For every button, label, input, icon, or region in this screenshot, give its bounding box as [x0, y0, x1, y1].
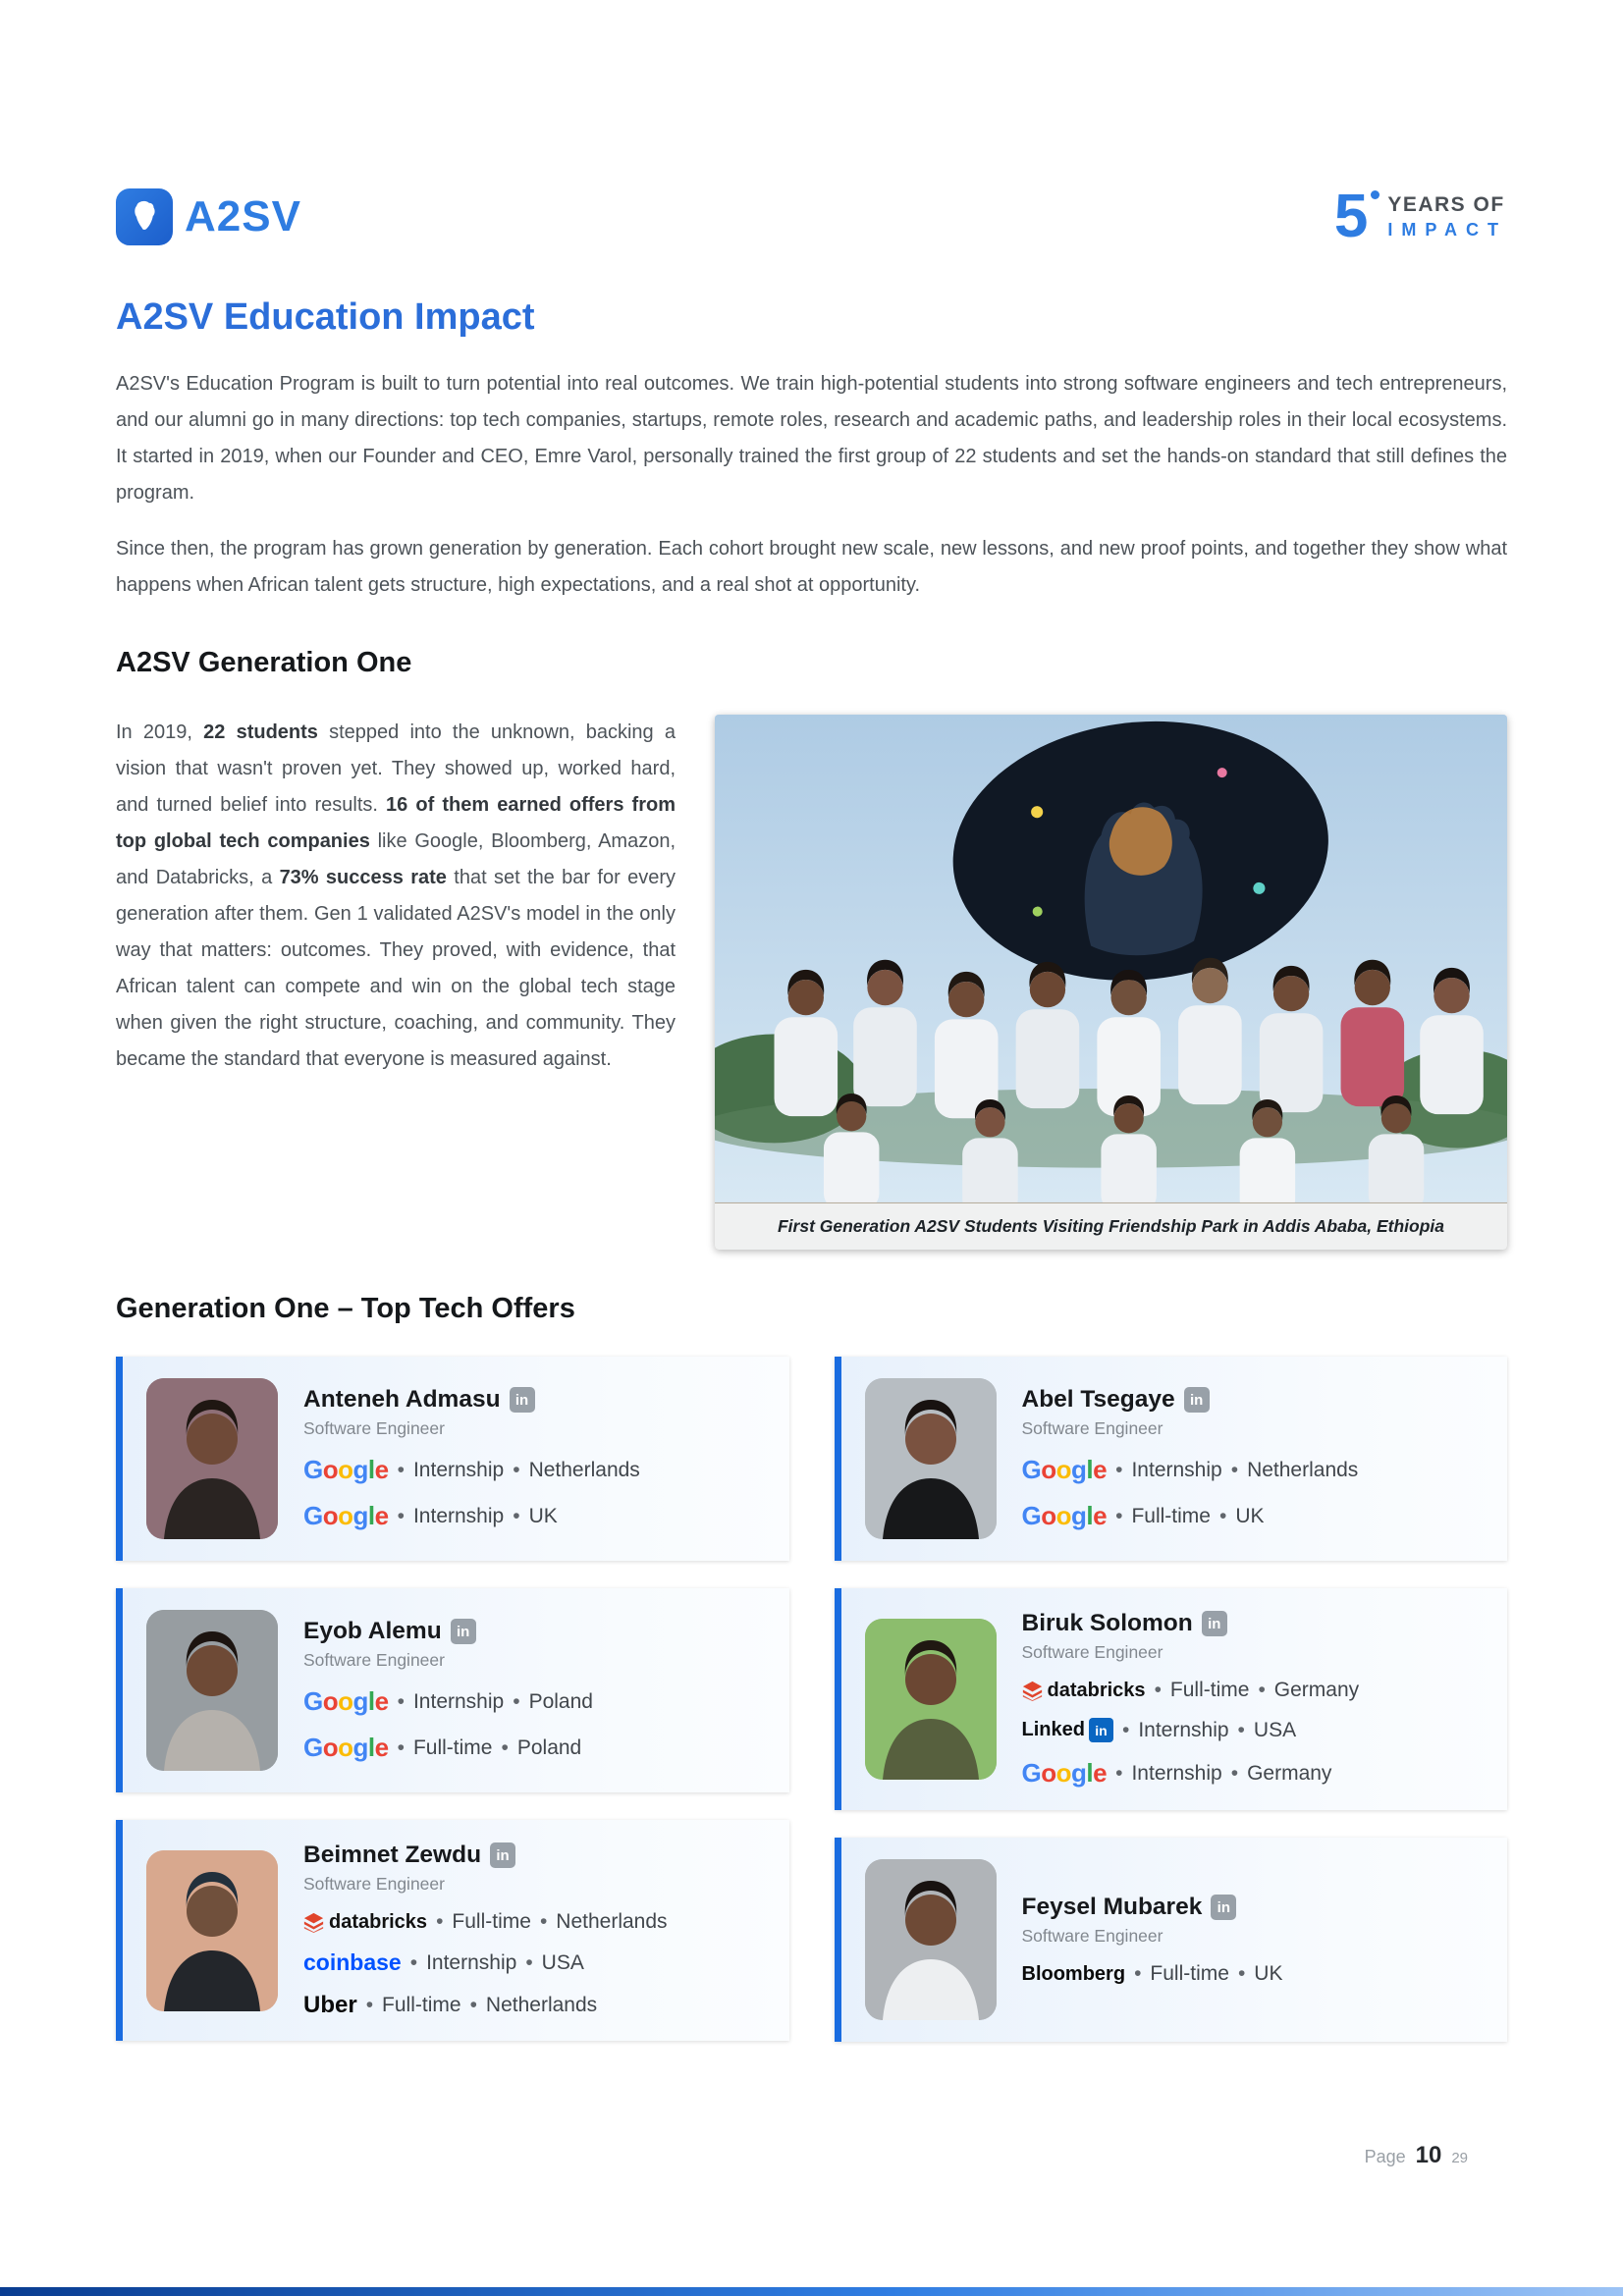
generation-one-heading: A2SV Generation One: [116, 647, 412, 678]
highlight-text: 22 students: [203, 721, 318, 743]
google-logo: [1022, 1758, 1108, 1789]
bullet-separator: •: [1121, 1718, 1130, 1741]
google-logo-letter: o: [1055, 1455, 1072, 1484]
offer-location: Netherlands: [1247, 1458, 1359, 1481]
profile-card-body: [1022, 1610, 1485, 1789]
databricks-icon: [1022, 1681, 1043, 1701]
profile-card-body: [303, 1842, 766, 2019]
group-photo: [715, 715, 1507, 1250]
offer-row: [303, 1455, 766, 1485]
profile-card: [116, 1357, 789, 1561]
offer-type: Internship: [1131, 1761, 1222, 1785]
five-numeral: 5: [1334, 187, 1368, 247]
bullet-separator: •: [1230, 1761, 1239, 1785]
google-logo-letter: o: [322, 1733, 339, 1762]
profile-photo: [146, 1610, 278, 1771]
years-of-label: YEARS OF: [1387, 193, 1505, 216]
bullet-separator: •: [397, 1504, 405, 1527]
page-number: 10: [1415, 2142, 1442, 2168]
page-title: A2SV Education Impact: [116, 296, 535, 338]
name-row: [1022, 1386, 1485, 1414]
google-logo: [303, 1501, 389, 1531]
offer-list: [1022, 1455, 1485, 1531]
offer-location: UK: [528, 1504, 558, 1527]
linkedin-icon[interactable]: in: [1211, 1895, 1236, 1920]
person-role: Software Engineer: [1021, 1642, 1163, 1662]
google-logo-letter: o: [322, 1455, 339, 1484]
offer-location: Poland: [528, 1689, 593, 1713]
offer-list: [1022, 1962, 1485, 1986]
google-logo-letter: g: [1071, 1758, 1087, 1788]
offer-location: Germany: [1273, 1679, 1360, 1701]
bullet-separator: •: [539, 1910, 548, 1933]
profile-card: [116, 1820, 789, 2041]
bullet-separator: •: [1154, 1679, 1162, 1701]
offer-location: Netherlands: [485, 1994, 598, 2016]
bullet-separator: •: [1134, 1962, 1142, 1985]
google-logo-letter: l: [367, 1501, 375, 1530]
person-name: Biruk Solomon: [1021, 1610, 1193, 1636]
google-logo-letter: g: [352, 1455, 368, 1484]
person-role: Software Engineer: [1021, 1926, 1163, 1946]
linkedin-icon[interactable]: in: [451, 1619, 476, 1644]
databricks-logo: [303, 1911, 427, 1934]
bullet-separator: •: [1218, 1504, 1227, 1527]
profile-card: [835, 1588, 1508, 1810]
cards-column-right: [835, 1357, 1508, 2042]
offer-row: [303, 1686, 766, 1717]
linkedin-icon[interactable]: in: [1202, 1611, 1227, 1636]
person-silhouette: [865, 1859, 997, 2020]
offer-row: [303, 1910, 766, 1934]
coinbase-logo: coinbase: [303, 1949, 402, 1975]
profile-photo: [146, 1378, 278, 1539]
google-logo-letter: g: [352, 1733, 368, 1762]
name-row: [303, 1618, 766, 1645]
offer-type: Internship: [1131, 1458, 1222, 1481]
google-logo-letter: o: [1041, 1455, 1056, 1484]
profile-card: [835, 1357, 1508, 1561]
highlight-text: 16 of them earned offers from top global tech companies: [116, 794, 676, 852]
offer-type: Internship: [412, 1458, 505, 1481]
google-logo-letter: o: [338, 1501, 353, 1530]
offer-type: Internship: [412, 1504, 505, 1527]
person-silhouette: [146, 1850, 278, 2011]
name-row: [303, 1386, 766, 1414]
google-logo-letter: G: [303, 1501, 323, 1530]
bullet-separator: •: [409, 1950, 418, 1974]
google-logo-letter: l: [367, 1455, 375, 1484]
offer-row: [303, 1949, 766, 1976]
google-logo-letter: e: [1093, 1501, 1108, 1530]
profile-card: [835, 1838, 1508, 2042]
offer-type: Full-time: [452, 1910, 531, 1933]
person-role: Software Engineer: [1021, 1418, 1163, 1438]
bullet-separator: •: [1237, 1718, 1245, 1741]
offer-row: [1022, 1718, 1485, 1742]
bullet-separator: •: [1230, 1458, 1239, 1481]
offer-list: [303, 1455, 766, 1531]
google-logo-letter: e: [1093, 1455, 1108, 1484]
offer-location: Poland: [516, 1735, 582, 1759]
person-role: Software Engineer: [303, 1874, 445, 1894]
bullet-separator: •: [436, 1910, 444, 1933]
highlight-text: 73% success rate: [279, 867, 447, 888]
bullet-separator: •: [365, 1994, 374, 2016]
page-footer: [1365, 2142, 1468, 2169]
bullet-separator: •: [397, 1458, 405, 1481]
bullet-separator: •: [469, 1994, 477, 2016]
google-logo-letter: o: [1041, 1758, 1056, 1788]
offer-row: [1022, 1962, 1485, 1986]
google-logo-letter: g: [352, 1686, 368, 1716]
bullet-separator: •: [397, 1689, 405, 1713]
google-logo-letter: g: [1071, 1455, 1087, 1484]
google-logo-letter: l: [367, 1733, 375, 1762]
google-logo-letter: G: [303, 1455, 323, 1484]
person-role: Software Engineer: [303, 1418, 445, 1438]
a2sv-logo-icon: [116, 188, 173, 245]
offer-location: Netherlands: [556, 1910, 668, 1933]
offer-location: Germany: [1247, 1761, 1332, 1785]
bullet-separator: •: [397, 1735, 405, 1759]
intro-paragraph-1: A2SV's Education Program is built to turn potential into real outcomes. We train high-potential students into strong software engineers and tech entrepreneurs, and our alumni go in many directions: top tech companies, startups, remote roles, research and academic paths, and leadership roles in their local ecosystems. It started in 2019, when our Founder and CEO, Emre Varol, personally trained the first group of 22 students and set the hands-on standard that still defines the program.: [116, 373, 1507, 504]
bullet-separator: •: [1115, 1458, 1123, 1481]
linkedin-icon[interactable]: in: [1184, 1387, 1210, 1413]
name-row: [1022, 1610, 1485, 1637]
google-logo-letter: o: [1055, 1758, 1072, 1788]
profile-photo: [865, 1859, 997, 2020]
google-logo-letter: e: [374, 1686, 389, 1716]
offer-location: UK: [1254, 1962, 1283, 1985]
google-logo: [1022, 1501, 1108, 1531]
person-name: Beimnet Zewdu: [303, 1842, 482, 1868]
body-text: that set the bar for every generation after them. Gen 1 validated A2SV's model in the only way that matters: outcomes. They proved, with evidence, that African talent can compete and win on the global tech stage when given the right structure, coaching, and community. They became the standard that everyone is measured against.: [116, 867, 676, 1070]
google-logo-letter: G: [303, 1686, 323, 1716]
top-tech-offers-heading: Generation One – Top Tech Offers: [116, 1293, 575, 1324]
offer-type: Full-time: [1169, 1679, 1250, 1701]
google-logo-letter: l: [367, 1686, 375, 1716]
google-logo-letter: l: [1086, 1455, 1094, 1484]
a2sv-logo-text: A2SV: [185, 192, 301, 240]
offer-type: Internship: [412, 1689, 505, 1713]
impact-label: IMPACT: [1387, 220, 1507, 240]
google-logo-letter: o: [338, 1686, 353, 1716]
offer-list: [303, 1910, 766, 2019]
google-logo: [303, 1686, 389, 1717]
bullet-separator: •: [513, 1504, 520, 1527]
google-logo-letter: o: [338, 1733, 353, 1762]
linkedin-logo-text: Linked: [1021, 1719, 1085, 1740]
person-name: Anteneh Admasu: [303, 1386, 501, 1413]
person-role: Software Engineer: [303, 1650, 445, 1670]
profile-card-body: [303, 1386, 766, 1531]
page-total: 29: [1451, 2150, 1468, 2166]
body-text: In 2019,: [116, 721, 204, 743]
profile-card-body: [1022, 1386, 1485, 1531]
uber-logo: Uber: [303, 1992, 357, 2018]
body-text: like Google, Bloomberg, Amazon, and Databricks, a: [116, 830, 676, 888]
profile-card-body: [1022, 1894, 1485, 1986]
person-silhouette: [146, 1610, 278, 1771]
google-logo-letter: G: [1021, 1758, 1042, 1788]
africa-map-icon: [126, 198, 163, 236]
photo-caption: First Generation A2SV Students Visiting Friendship Park in Addis Ababa, Ethiopia: [715, 1203, 1507, 1250]
a2sv-logo: [116, 188, 301, 245]
google-logo-letter: g: [1071, 1501, 1087, 1530]
offer-type: Internship: [426, 1950, 517, 1974]
offer-type: Full-time: [412, 1735, 493, 1759]
person-name: Eyob Alemu: [303, 1618, 442, 1644]
offer-location: Netherlands: [528, 1458, 640, 1481]
group-photo-illustration: [715, 715, 1507, 1250]
linkedin-icon[interactable]: in: [490, 1842, 515, 1868]
google-logo-letter: o: [322, 1686, 339, 1716]
google-logo-letter: l: [1086, 1758, 1094, 1788]
offer-row: [1022, 1455, 1485, 1485]
google-logo: [1022, 1455, 1108, 1485]
databricks-logo-text: databricks: [1047, 1679, 1146, 1701]
bullet-separator: •: [513, 1458, 520, 1481]
offer-location: USA: [1253, 1718, 1297, 1741]
name-row: [303, 1842, 766, 1869]
offer-type: Internship: [1138, 1718, 1229, 1741]
body-text: stepped into the unknown, backing a vision that wasn't proven yet. They showed up, worked hard, and turned belief into results.: [116, 721, 676, 816]
offer-location: UK: [1235, 1504, 1265, 1527]
bullet-separator: •: [513, 1689, 520, 1713]
intro-paragraph-2: Since then, the program has grown generation by generation. Each cohort brought new scale, new lessons, and new proof points, and together they show what happens when African talent gets structure, high expectations, and a real shot at opportunity.: [116, 538, 1507, 596]
page-label: Page: [1364, 2147, 1406, 2166]
google-logo-letter: e: [374, 1733, 389, 1762]
bullet-separator: •: [1237, 1962, 1246, 1985]
google-logo-letter: e: [1093, 1758, 1108, 1788]
offer-location: USA: [541, 1950, 584, 1974]
name-row: [1022, 1894, 1485, 1921]
google-logo-letter: e: [374, 1455, 389, 1484]
cards-column-left: [116, 1357, 789, 2042]
bottom-accent-bar: [0, 2287, 1623, 2296]
person-silhouette: [865, 1619, 997, 1780]
bullet-separator: •: [525, 1950, 533, 1974]
google-logo-letter: o: [1041, 1501, 1056, 1530]
google-logo-letter: G: [1021, 1455, 1042, 1484]
google-logo-letter: l: [1086, 1501, 1094, 1530]
google-logo-letter: g: [352, 1501, 368, 1530]
offer-row: [303, 1733, 766, 1763]
linkedin-logo: [1022, 1718, 1113, 1742]
person-name: Abel Tsegaye: [1021, 1386, 1175, 1413]
offer-type: Full-time: [382, 1994, 461, 2016]
bullet-separator: •: [1115, 1504, 1123, 1527]
offer-row: [303, 1992, 766, 2019]
generation-one-text: [116, 715, 676, 1250]
profile-card-body: [303, 1618, 766, 1763]
generation-one-section: [116, 715, 1507, 1250]
years-of-impact-badge: [1333, 183, 1507, 250]
page-header: [116, 183, 1507, 251]
google-logo: [303, 1733, 389, 1763]
google-logo-letter: G: [303, 1733, 323, 1762]
bullet-separator: •: [1258, 1679, 1266, 1701]
linkedin-logo-badge: in: [1089, 1718, 1113, 1742]
google-logo-letter: o: [1055, 1501, 1072, 1530]
google-logo-letter: G: [1021, 1501, 1042, 1530]
offer-row: [1022, 1501, 1485, 1531]
person-name: Feysel Mubarek: [1021, 1894, 1203, 1920]
five-dot: [1371, 190, 1380, 199]
google-logo: [303, 1455, 389, 1485]
offer-list: [303, 1686, 766, 1763]
offer-row: [303, 1501, 766, 1531]
offer-list: [1022, 1679, 1485, 1789]
profile-card: [116, 1588, 789, 1792]
offer-type: Full-time: [1131, 1504, 1211, 1527]
google-logo-letter: o: [338, 1455, 353, 1484]
profile-photo: [146, 1850, 278, 2011]
person-silhouette: [865, 1378, 997, 1539]
profile-photo: [865, 1378, 997, 1539]
offer-row: [1022, 1758, 1485, 1789]
offer-type: Full-time: [1150, 1962, 1229, 1985]
google-logo-letter: o: [322, 1501, 339, 1530]
offer-cards-grid: [116, 1357, 1507, 2042]
bullet-separator: •: [1115, 1761, 1123, 1785]
databricks-icon: [303, 1912, 324, 1933]
bullet-separator: •: [501, 1735, 509, 1759]
databricks-logo-text: databricks: [329, 1910, 428, 1933]
linkedin-icon[interactable]: in: [510, 1387, 535, 1413]
offer-row: [1022, 1679, 1485, 1702]
person-silhouette: [146, 1378, 278, 1539]
databricks-logo: [1022, 1680, 1146, 1702]
google-logo-letter: e: [374, 1501, 389, 1530]
bloomberg-logo: Bloomberg: [1021, 1962, 1126, 1985]
profile-photo: [865, 1619, 997, 1780]
